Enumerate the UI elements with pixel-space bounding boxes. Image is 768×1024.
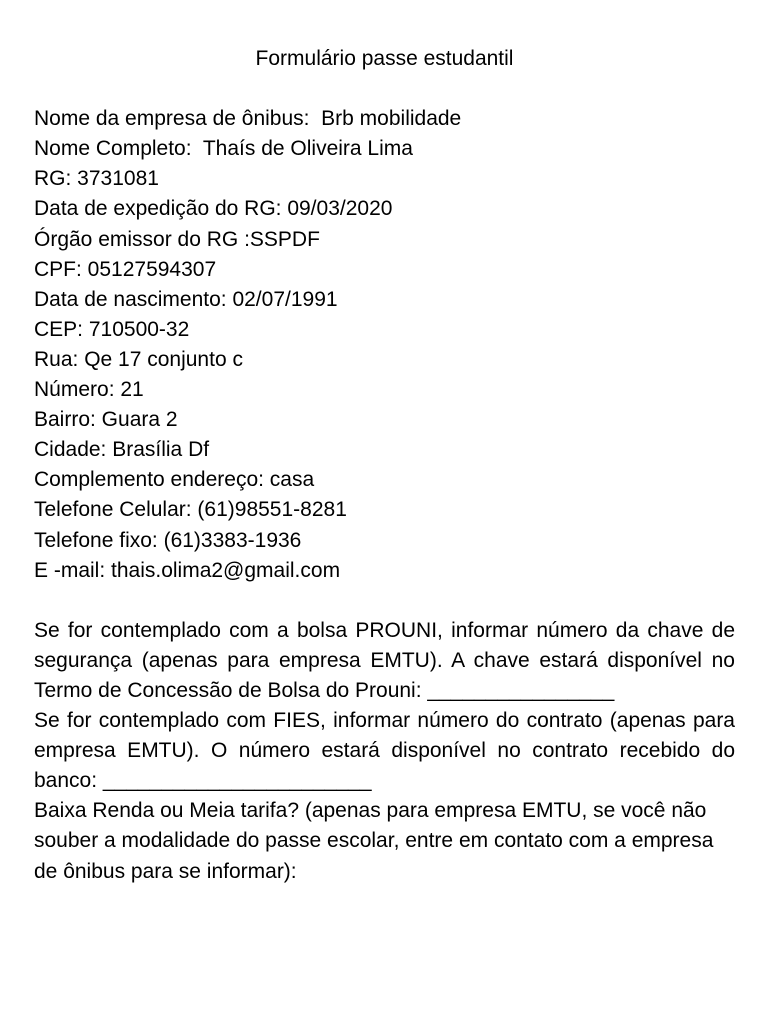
spacer: [34, 74, 735, 104]
field-full-name: Nome Completo: Thaís de Oliveira Lima: [34, 137, 413, 161]
field-number: Número: 21: [34, 378, 144, 402]
spacer: [34, 586, 735, 616]
field-street: Rua: Qe 17 conjunto c: [34, 347, 243, 371]
field-cep: CEP: 710500-32: [34, 317, 190, 341]
field-rg: RG: 3731081: [34, 167, 159, 191]
field-mobile-phone: Telefone Celular: (61)98551-8281: [34, 498, 347, 522]
field-email: E -mail: thais.olima2@gmail.com: [34, 558, 341, 582]
fies-paragraph: Se for contemplado com FIES, informar número do contrato (apenas para empresa EMTU). O número estará disponível no contrato recebido do banco: _______________________: [34, 709, 735, 793]
prouni-paragraph: Se for contemplado com a bolsa PROUNI, informar número da chave de segurança (apenas para empresa EMTU). A chave estará disponível no Termo de Concessão de Bolsa do Prouni: ________________: [34, 618, 735, 702]
field-address-complement: Complemento endereço: casa: [34, 468, 315, 492]
field-city: Cidade: Brasília Df: [34, 438, 210, 462]
field-rg-issuer: Órgão emissor do RG :SSPDF: [34, 227, 320, 251]
field-birth-date: Data de nascimento: 02/07/1991: [34, 287, 338, 311]
field-neighborhood: Bairro: Guara 2: [34, 408, 178, 432]
document-title: Formulário passe estudantil: [255, 47, 514, 70]
field-landline-phone: Telefone fixo: (61)3383-1936: [34, 528, 302, 552]
field-rg-issue-date: Data de expedição do RG: 09/03/2020: [34, 197, 393, 221]
tarifa-paragraph: Baixa Renda ou Meia tarifa? (apenas para empresa EMTU, se você não souber a modalidade do passe escolar, entre em contato com a empresa de ônibus para se informar):: [34, 799, 714, 883]
document-page: [34, 44, 735, 887]
field-cpf: CPF: 05127594307: [34, 257, 217, 281]
field-bus-company: Nome da empresa de ônibus: Brb mobilidade: [34, 107, 462, 131]
form-fields: [34, 104, 735, 586]
